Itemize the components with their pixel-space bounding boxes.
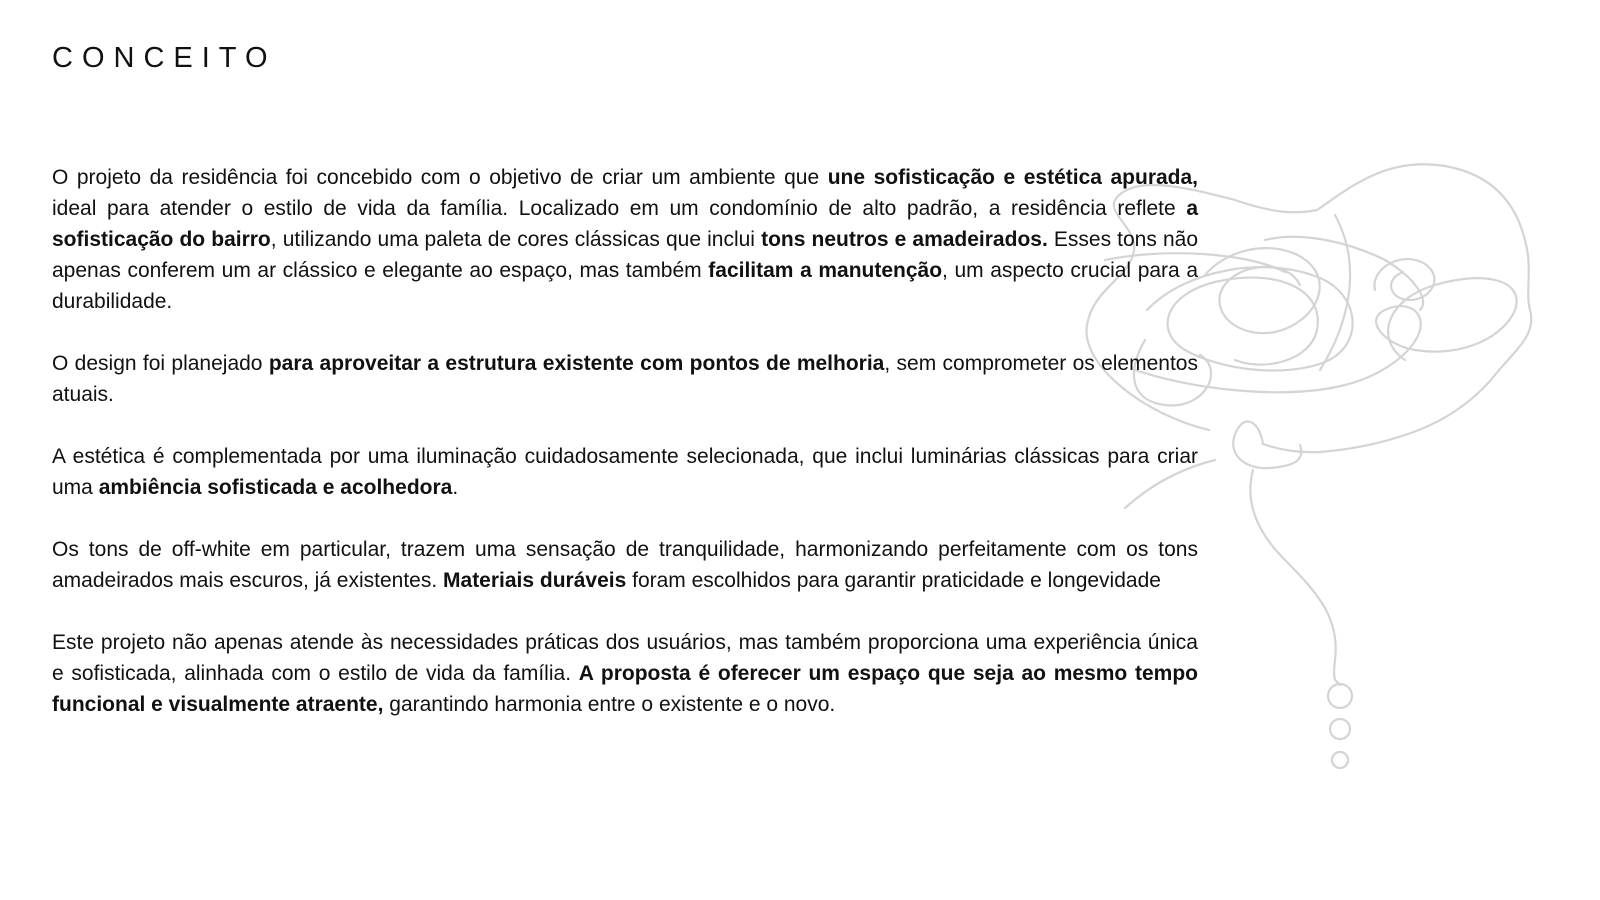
text-segment: Este projeto não apenas atende às necessidades práticas dos usuários, mas também proporciona uma experiência única e sofisticada, alinhada com o estilo de vida da família. — [52, 631, 1198, 685]
text-segment: foram escolhidos para garantir praticidade e longevidade — [626, 569, 1161, 592]
text-segment: A estética é complementada por uma iluminação cuidadosamente selecionada, que inclui luminárias clássicas para criar uma — [52, 445, 1198, 499]
text-segment: Os tons de off-white em particular, trazem uma sensação de tranquilidade, harmonizando perfeitamente com os tons amadeirados mais escuros, já existentes. — [52, 538, 1198, 592]
text-segment-bold: tons neutros e amadeirados. — [761, 228, 1048, 251]
text-segment: . — [452, 476, 459, 499]
paragraph-design — [52, 348, 1198, 410]
text-segment: , um aspecto crucial para a durabilidade. — [52, 259, 1198, 313]
concept-body-text — [52, 162, 1198, 751]
text-segment-bold: a sofisticação do bairro — [52, 197, 1198, 251]
text-segment: O projeto da residência foi concebido com o objetivo de criar um ambiente que — [52, 166, 828, 189]
text-segment: garantindo harmonia entre o existente e o novo. — [383, 693, 836, 716]
text-segment-bold: une sofisticação e estética apurada, — [827, 166, 1199, 189]
paragraph-intro — [52, 162, 1198, 317]
thought-bubble-small — [1332, 752, 1348, 768]
text-segment-bold: para aproveitar a estrutura existente com pontos de melhoria — [268, 352, 885, 375]
thought-bubble-large — [1328, 684, 1352, 708]
text-segment-bold: A proposta é oferecer um espaço que seja ao mesmo tempo funcional e visualmente atraente, — [52, 662, 1198, 716]
paragraph-conclusion — [52, 627, 1198, 720]
text-segment: ideal para atender o estilo de vida da família. Localizado em um condomínio de alto padrão, a residência reflete — [52, 197, 1187, 220]
text-segment-bold: Materiais duráveis — [443, 569, 627, 592]
thought-bubble-medium — [1330, 719, 1350, 739]
text-segment: , utilizando uma paleta de cores clássicas que inclui — [270, 228, 762, 251]
paragraph-lighting — [52, 441, 1198, 503]
text-segment: O design foi planejado — [52, 352, 269, 375]
text-segment-bold: facilitam a manutenção — [708, 259, 943, 282]
text-segment-bold: ambiência sofisticada e acolhedora — [98, 476, 453, 499]
text-segment: Esses tons não apenas conferem um ar clássico e elegante ao espaço, mas também — [52, 228, 1198, 282]
paragraph-materials — [52, 534, 1198, 596]
text-segment: , sem comprometer os elementos atuais. — [52, 352, 1198, 406]
page-title: CONCEITO — [52, 42, 277, 74]
